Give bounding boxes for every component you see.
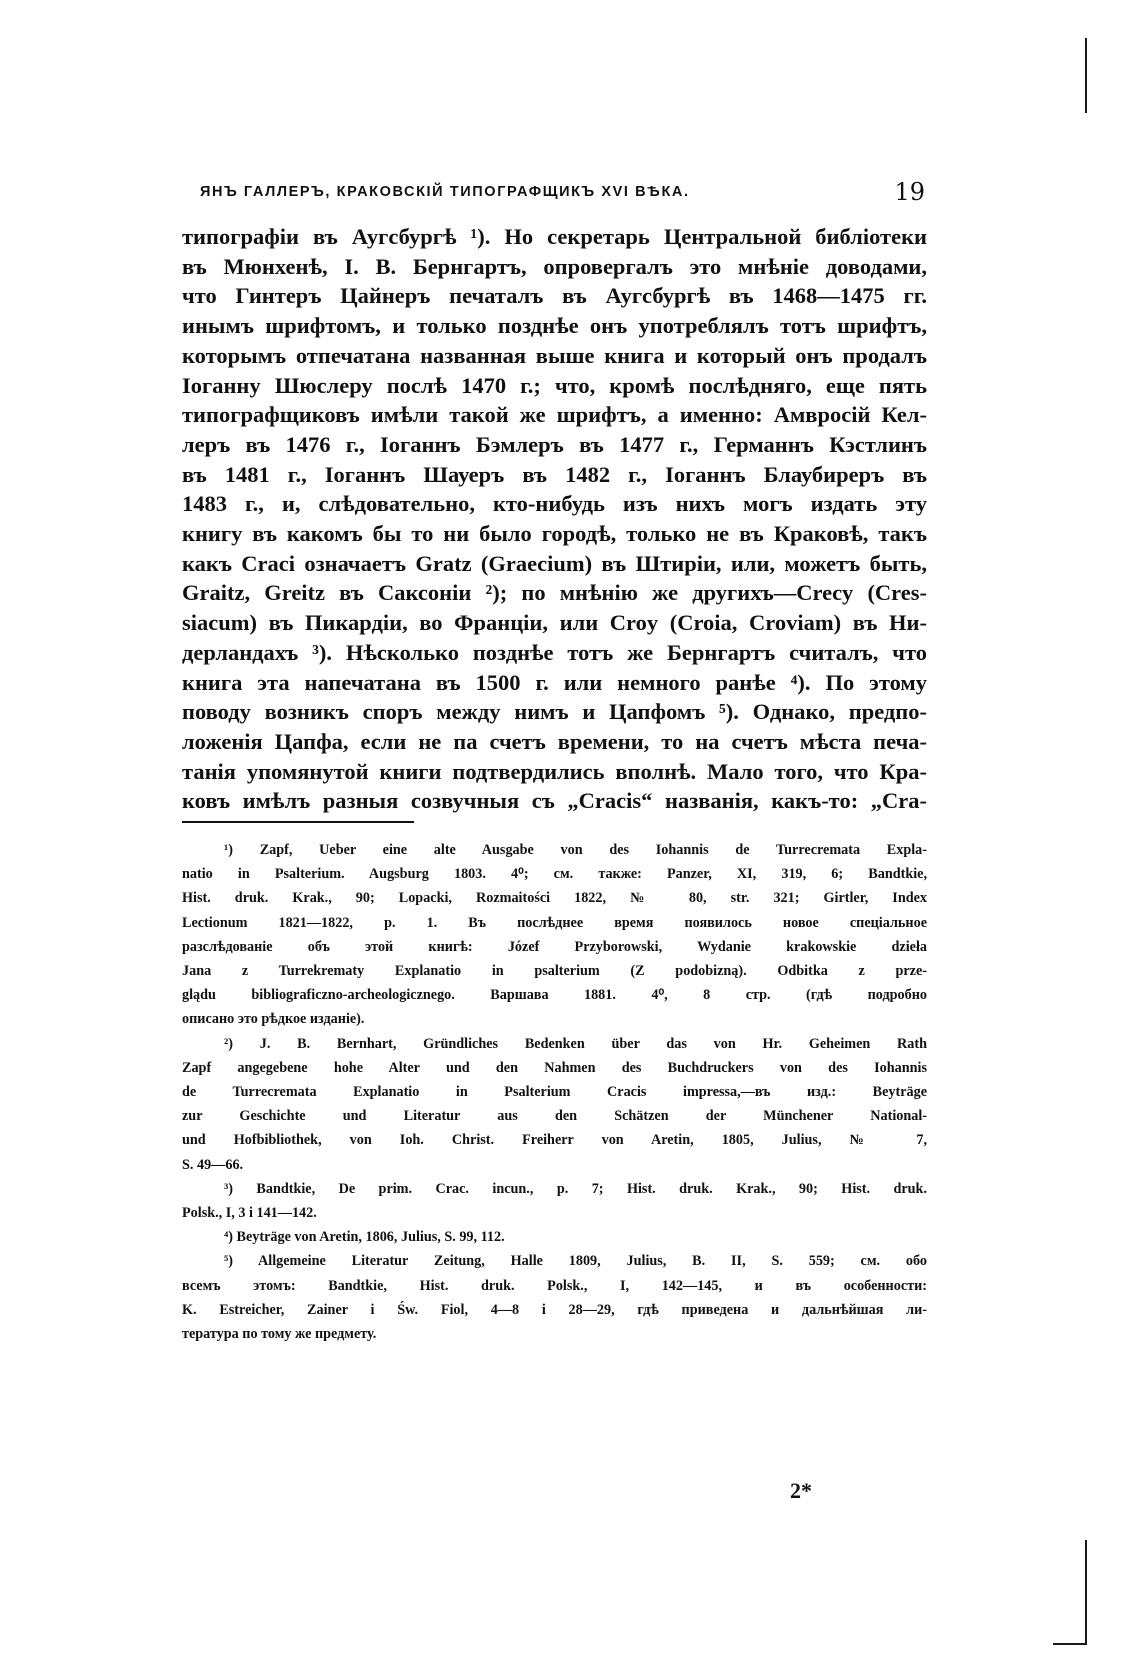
footnote-line: glądu bibliograficzno-archeologicznego. Варшава 1881. 4⁰, 8 стр. (гдѣ подробно bbox=[182, 987, 927, 1004]
text-line: ложенія Цапфа, если не па счетъ времени, то на счетъ мѣста печа- bbox=[182, 728, 927, 754]
footnote-1 bbox=[182, 838, 927, 1032]
text-line: леръ въ 1476 г., Іоганнъ Бэмлеръ въ 1477 г., Германнъ Кэстлинъ bbox=[182, 431, 927, 457]
footnotes bbox=[182, 838, 927, 1346]
text-line: ковъ имѣлъ разныя созвучныя съ „Cracis“ названія, какъ-то: „Cra- bbox=[182, 788, 927, 814]
footnote-line: Polsk., I, 3 i 141—142. bbox=[182, 1205, 317, 1222]
text-line: танія упомянутой книги подтвердились вполнѣ. Мало того, что Кра- bbox=[182, 758, 927, 784]
footnote-line: ¹) Zapf, Ueber eine alte Ausgabe von des Iohannis de Turrecremata Expla- bbox=[224, 842, 927, 858]
footnote-5 bbox=[182, 1249, 927, 1346]
text-line: 1483 г., и, слѣдовательно, кто-нибудь изъ нихъ могъ издать эту bbox=[182, 491, 927, 517]
footnote-line: разслѣдованіе объ этой книгѣ: Józef Przyborowski, Wydanie krakowskie dzieła bbox=[182, 938, 927, 955]
scan-margin-line-bottom bbox=[1085, 1540, 1087, 1645]
footnote-line: Jana z Turrekrematy Explanatio in psalterium (Z podobizną). Odbitka z prze- bbox=[182, 963, 927, 980]
text-line: книгу въ какомъ бы то ни было городѣ, только не въ Краковѣ, такъ bbox=[182, 521, 927, 547]
running-title: ЯНЪ ГАЛЛЕРЪ, КРАКОВСКІЙ ТИПОГРАФЩИКЪ XVI ВѢКА. bbox=[200, 184, 690, 200]
footnote-line: тература по тому же предмету. bbox=[182, 1326, 377, 1343]
footnote-line: всемъ этомъ: Bandtkie, Hist. druk. Polsk., I, 142—145, и въ особенности: bbox=[182, 1277, 927, 1294]
footnote-line: Hist. druk. Krak., 90; Lopacki, Rozmaitości 1822, № 80, str. 321; Girtler, Index bbox=[182, 890, 927, 907]
main-text bbox=[182, 222, 927, 816]
footnote-4 bbox=[182, 1225, 927, 1249]
footnote-line: Lectionum 1821—1822, p. 1. Въ послѣднее время появилось новое спеціальное bbox=[182, 914, 927, 931]
footnote-line: und Hofbibliothek, von Ioh. Christ. Freiherr von Aretin, 1805, Julius, № 7, bbox=[182, 1132, 927, 1149]
footnote-line: de Turrecremata Explanatio in Psalterium Cracis impressa,—въ изд.: Beyträge bbox=[182, 1084, 927, 1101]
footnote-3 bbox=[182, 1177, 927, 1225]
footnote-line: Zapf angegebene hohe Alter und den Nahmen des Buchdruckers von des Iohannis bbox=[182, 1059, 927, 1076]
text-line: поводу возникъ споръ между нимъ и Цапфомъ ⁵). Однако, предпо- bbox=[182, 699, 927, 725]
footnote-line: zur Geschichte und Literatur aus den Schätzen der Münchener National- bbox=[182, 1108, 927, 1125]
footnote-line: описано это рѣдкое изданіе). bbox=[182, 1011, 365, 1028]
footnote-line: natio in Psalterium. Augsburg 1803. 4⁰; см. также: Panzer, XI, 319, 6; Bandtkie, bbox=[182, 866, 927, 883]
text-line: которымъ отпечатана названная выше книга и который онъ продалъ bbox=[182, 342, 927, 368]
text-line: Іоганну Шюслеру послѣ 1470 г.; что, кромѣ послѣдняго, еще пять bbox=[182, 372, 927, 398]
footnote-rule bbox=[182, 821, 414, 823]
text-line: книга эта напечатана въ 1500 г. или немного ранѣе ⁴). По этому bbox=[182, 669, 927, 695]
text-line: какъ Craci означаетъ Gratz (Graecium) въ Штиріи, или, можетъ быть, bbox=[182, 550, 927, 576]
text-line: въ Мюнхенѣ, I. B. Бернгартъ, опровергалъ это мнѣніе доводами, bbox=[182, 253, 927, 279]
text-line: инымъ шрифтомъ, и только позднѣе онъ употреблялъ тотъ шрифтъ, bbox=[182, 313, 927, 339]
running-head bbox=[200, 178, 925, 212]
text-line: типографщиковъ имѣли такой же шрифтъ, а именно: Амвросій Кел- bbox=[182, 402, 927, 428]
scan-margin-line-top bbox=[1085, 38, 1087, 113]
footnote-line: ⁴) Beyträge von Aretin, 1806, Julius, S. 99, 112. bbox=[224, 1229, 505, 1246]
text-line: что Гинтеръ Цайнеръ печаталъ въ Аугсбургѣ въ 1468—1475 гг. bbox=[182, 283, 927, 309]
footnote-2 bbox=[182, 1032, 927, 1177]
text-line: дерландахъ ³). Нѣсколько позднѣе тотъ же Бернгартъ считалъ, что bbox=[182, 639, 927, 665]
footnote-line: ²) J. B. Bernhart, Gründliches Bedenken über das von Hr. Geheimen Rath bbox=[224, 1035, 927, 1052]
footnote-line: K. Estreicher, Zainer i Św. Fiol, 4—8 i 28—29, гдѣ приведена и дальнѣйшая ли- bbox=[182, 1301, 927, 1318]
footnote-line: S. 49—66. bbox=[182, 1156, 244, 1173]
signature-mark: 2* bbox=[790, 1478, 812, 1503]
text-line: siacum) въ Пикардіи, во Франціи, или Croy (Croia, Croviam) въ Ни- bbox=[182, 610, 927, 636]
text-line: Graitz, Greitz въ Саксоніи ²); по мнѣнію же другихъ—Crecy (Cres- bbox=[182, 580, 927, 606]
page-number: 19 bbox=[894, 178, 925, 206]
footnote-line: ³) Bandtkie, De prim. Crac. incun., p. 7; Hist. druk. Krak., 90; Hist. druk. bbox=[224, 1180, 927, 1197]
text-line: въ 1481 г., Іоганнъ Шауеръ въ 1482 г., Іоганнъ Блаубиреръ въ bbox=[182, 461, 927, 487]
footnote-line: ⁵) Allgemeine Literatur Zeitung, Halle 1809, Julius, B. II, S. 559; см. обо bbox=[224, 1253, 927, 1270]
text-line: типографіи въ Аугсбургѣ ¹). Но секретарь Центральной библіотеки bbox=[182, 224, 927, 249]
